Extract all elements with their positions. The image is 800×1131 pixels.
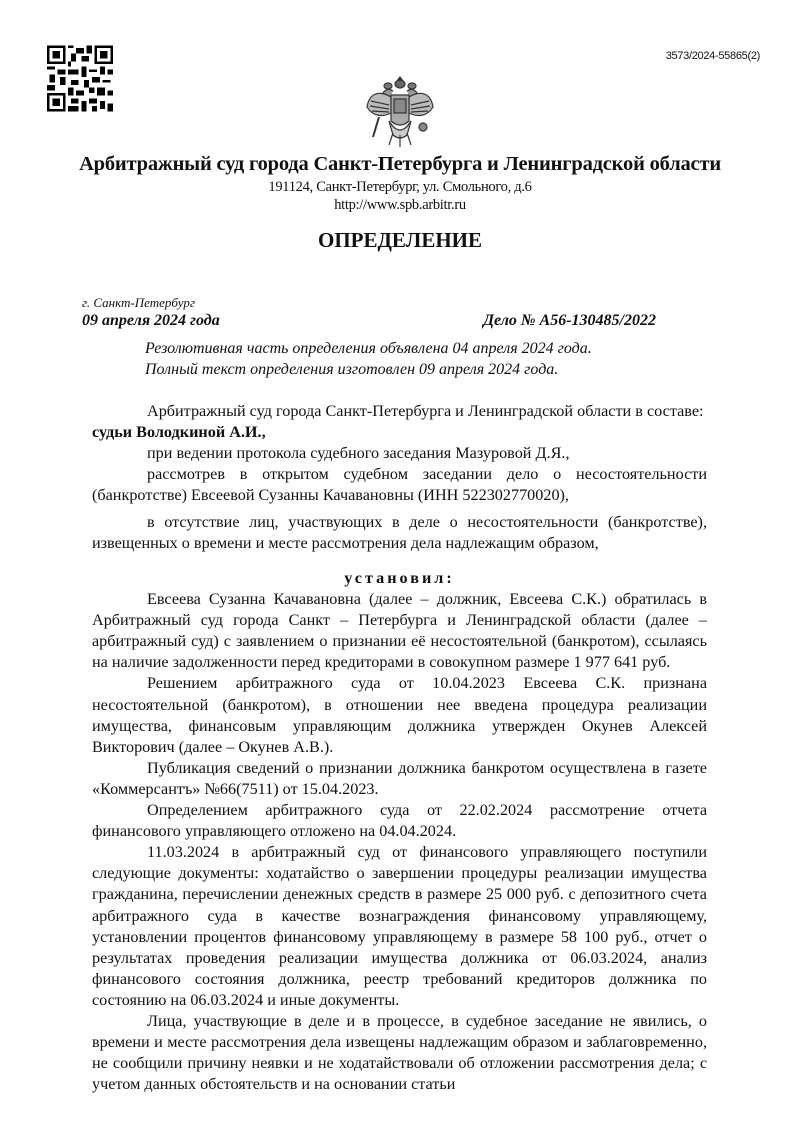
absence-section (92, 512, 707, 554)
case-subject: рассмотрев в открытом судебном заседании дело о несостоятельности (банкротстве) Евсеевой Сузанны Качавановны (ИНН 522302770020), (92, 465, 707, 505)
court-address: 191124, Санкт-Петербург, ул. Смольного, д.6 (268, 179, 532, 195)
intro-section (92, 401, 707, 506)
judge-name: судьи Володкиной А.И., (92, 423, 266, 442)
coat-of-arms-icon (363, 73, 437, 149)
case-number: Дело № А56-130485/2022 (483, 312, 656, 329)
paragraph: Публикация сведений о признании должника банкротом осуществлена в газете «Коммерсантъ» №66(7511) от 15.04.2023. (92, 758, 707, 798)
resolution-note: Резолютивная часть определения объявлена 04 апреля 2024 года. (145, 340, 592, 357)
paragraph: Лица, участвующие в деле и в процессе, в судебное заседание не явились, о времени и месте рассмотрения дела извещены надлежащим образом и заблаговременно, не сообщили причину неявки и не ходатайствовали об отложении рассмотрения дела; с учетом данных обстоятельств и на основании статьи (92, 1011, 707, 1094)
paragraph: 11.03.2024 в арбитражный суд от финансового управляющего поступили следующие документы: ходатайство о завершении процедуры реализации имущества гражданина, перечислении денежных средств в размере 25 000 руб. с депозитного счета арбитражного суда в качестве вознаграждения финансовому управляющему, установлении процентов финансовому управляющему в размере 58 100 руб., отчет о результатах проведения реализации имущества должника от 06.03.2024, анализ финансового состояния должника, реестр требований кредиторов должника по состоянию на 06.03.2024 и иные документы. (92, 843, 707, 1009)
established-section (92, 568, 707, 1095)
court-website-link[interactable]: http://www.spb.arbitr.ru (334, 197, 466, 213)
document-title: ОПРЕДЕЛЕНИЕ (317, 228, 482, 252)
qr-code-icon (47, 45, 113, 112)
paragraph: Евсеева Сузанна Качавановна (далее – должник, Евсеева С.К.) обратилась в Арбитражный суд города Санкт – Петербурга и Ленинградской области (далее – арбитражный суд) с заявлением о признании её несостоятельной (банкротом), ссылаясь на наличие задолженности перед кредиторами в совокупном размере 1 977 641 руб. (92, 590, 707, 672)
court-name: Арбитражный суд города Санкт-Петербурга и Ленинградской области (79, 153, 721, 175)
paragraph: Решением арбитражного суда от 10.04.2023 Евсеева С.К. признана несостоятельной (банкротом), в отношении нее введена процедура реализации имущества, финансовым управляющим должника утвержден Окунев Алексей Викторович (далее – Окунев А.В.). (92, 674, 707, 756)
court-composition: Арбитражный суд города Санкт-Петербурга и Ленинградской области в составе: (147, 402, 704, 420)
paragraph: Определением арбитражного суда от 22.02.2024 рассмотрение отчета финансового управляющего отложено на 04.04.2024. (92, 801, 707, 841)
secretary-line: при ведении протокола судебного заседания Мазуровой Д.Я., (147, 444, 570, 463)
absence-paragraph: в отсутствие лиц, участвующих в деле о несостоятельности (банкротстве), извещенных о времени и месте рассмотрения дела надлежащим образом, (92, 513, 707, 553)
document-date: 09 апреля 2024 года (82, 312, 220, 329)
document-number: 3573/2024-55865(2) (665, 50, 760, 62)
established-heading: установил: (344, 569, 455, 587)
city: г. Санкт-Петербург (82, 295, 195, 310)
full-text-note: Полный текст определения изготовлен 09 апреля 2024 года. (145, 361, 559, 378)
